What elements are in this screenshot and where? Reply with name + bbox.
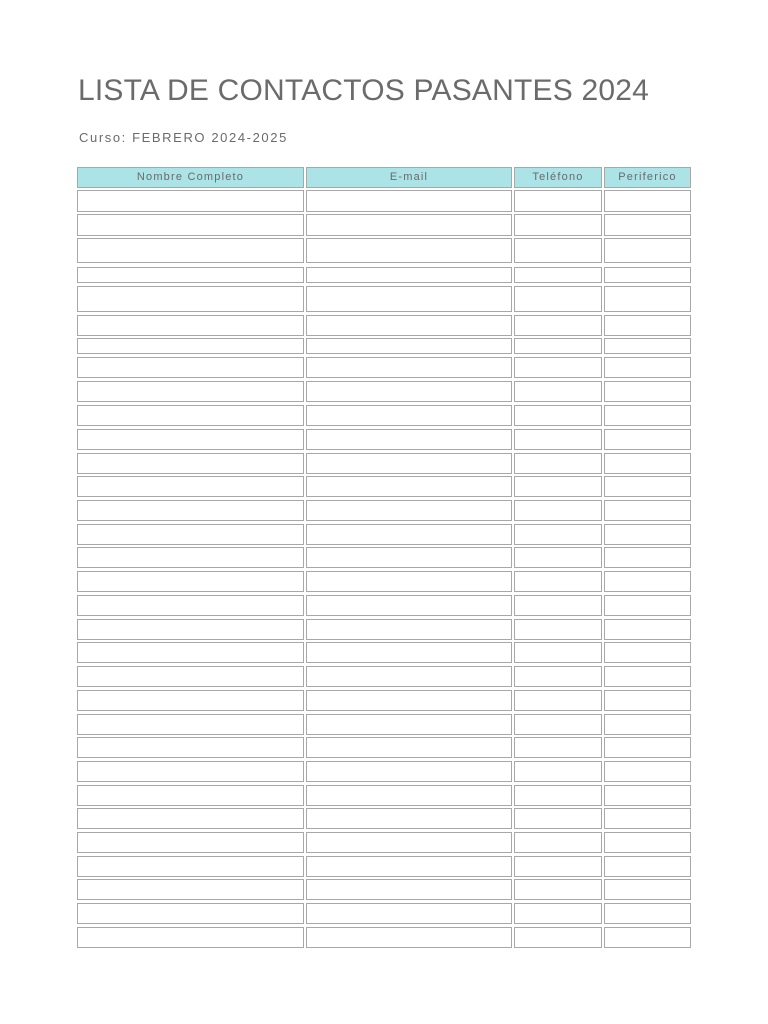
- telefono-cell[interactable]: [514, 808, 602, 829]
- nombre-completo-cell[interactable]: [77, 903, 304, 924]
- nombre-completo-cell[interactable]: [77, 832, 304, 853]
- periferico-cell[interactable]: [604, 761, 691, 782]
- email-cell[interactable]: [306, 286, 512, 312]
- nombre-completo-cell[interactable]: [77, 761, 304, 782]
- telefono-cell[interactable]: [514, 714, 602, 735]
- periferico-cell[interactable]: [604, 714, 691, 735]
- telefono-cell[interactable]: [514, 547, 602, 568]
- periferico-cell[interactable]: [604, 832, 691, 853]
- nombre-completo-cell[interactable]: [77, 856, 304, 877]
- nombre-completo-cell[interactable]: [77, 547, 304, 568]
- periferico-cell[interactable]: [604, 500, 691, 521]
- telefono-cell[interactable]: [514, 737, 602, 758]
- email-cell[interactable]: [306, 642, 512, 663]
- nombre-completo-cell[interactable]: [77, 381, 304, 402]
- telefono-cell[interactable]: [514, 785, 602, 806]
- nombre-completo-cell[interactable]: [77, 500, 304, 521]
- telefono-cell[interactable]: [514, 642, 602, 663]
- nombre-completo-cell[interactable]: [77, 879, 304, 900]
- telefono-cell[interactable]: [514, 214, 602, 236]
- nombre-completo-cell[interactable]: [77, 737, 304, 758]
- periferico-cell[interactable]: [604, 286, 691, 312]
- nombre-completo-cell[interactable]: [77, 571, 304, 592]
- nombre-completo-cell[interactable]: [77, 476, 304, 497]
- email-cell[interactable]: [306, 737, 512, 758]
- periferico-cell[interactable]: [604, 190, 691, 212]
- nombre-completo-cell[interactable]: [77, 785, 304, 806]
- nombre-completo-cell[interactable]: [77, 357, 304, 378]
- email-cell[interactable]: [306, 190, 512, 212]
- email-cell[interactable]: [306, 832, 512, 853]
- telefono-cell[interactable]: [514, 832, 602, 853]
- telefono-cell[interactable]: [514, 405, 602, 426]
- periferico-cell[interactable]: [604, 453, 691, 474]
- email-cell[interactable]: [306, 666, 512, 687]
- telefono-cell[interactable]: [514, 315, 602, 336]
- telefono-cell[interactable]: [514, 476, 602, 497]
- telefono-cell[interactable]: [514, 571, 602, 592]
- periferico-cell[interactable]: [604, 856, 691, 877]
- email-cell[interactable]: [306, 214, 512, 236]
- telefono-cell[interactable]: [514, 429, 602, 450]
- nombre-completo-cell[interactable]: [77, 595, 304, 616]
- nombre-completo-cell[interactable]: [77, 267, 304, 283]
- periferico-cell[interactable]: [604, 927, 691, 948]
- periferico-cell[interactable]: [604, 405, 691, 426]
- nombre-completo-cell[interactable]: [77, 714, 304, 735]
- email-cell[interactable]: [306, 476, 512, 497]
- periferico-cell[interactable]: [604, 524, 691, 545]
- page-title: LISTA DE CONTACTOS PASANTES 2024: [78, 74, 650, 107]
- course-label: Curso: FEBRERO 2024-2025: [79, 130, 288, 145]
- periferico-cell[interactable]: [604, 547, 691, 568]
- email-cell[interactable]: [306, 714, 512, 735]
- email-cell[interactable]: [306, 381, 512, 402]
- nombre-completo-cell[interactable]: [77, 214, 304, 236]
- nombre-completo-cell[interactable]: [77, 315, 304, 336]
- telefono-cell[interactable]: [514, 856, 602, 877]
- nombre-completo-cell[interactable]: [77, 429, 304, 450]
- periferico-cell[interactable]: [604, 903, 691, 924]
- periferico-cell[interactable]: [604, 429, 691, 450]
- email-cell[interactable]: [306, 238, 512, 263]
- email-cell[interactable]: [306, 500, 512, 521]
- telefono-cell[interactable]: [514, 761, 602, 782]
- telefono-cell[interactable]: [514, 619, 602, 640]
- periferico-cell[interactable]: [604, 690, 691, 711]
- periferico-cell[interactable]: [604, 619, 691, 640]
- telefono-cell[interactable]: [514, 267, 602, 283]
- email-cell[interactable]: [306, 405, 512, 426]
- email-cell[interactable]: [306, 927, 512, 948]
- nombre-completo-cell[interactable]: [77, 927, 304, 948]
- nombre-completo-cell[interactable]: [77, 190, 304, 212]
- periferico-cell[interactable]: [604, 642, 691, 663]
- email-cell[interactable]: [306, 761, 512, 782]
- periferico-cell[interactable]: [604, 879, 691, 900]
- periferico-cell[interactable]: [604, 808, 691, 829]
- email-cell[interactable]: [306, 429, 512, 450]
- column-header-telefono: Teléfono: [514, 167, 602, 188]
- email-cell[interactable]: [306, 879, 512, 900]
- telefono-cell[interactable]: [514, 338, 602, 354]
- nombre-completo-cell[interactable]: [77, 405, 304, 426]
- email-cell[interactable]: [306, 547, 512, 568]
- email-cell[interactable]: [306, 357, 512, 378]
- email-cell[interactable]: [306, 856, 512, 877]
- column-header-nombre-completo: Nombre Completo: [77, 167, 304, 188]
- nombre-completo-cell[interactable]: [77, 666, 304, 687]
- nombre-completo-cell[interactable]: [77, 690, 304, 711]
- column-header-periferico: Periferico: [604, 167, 691, 188]
- nombre-completo-cell[interactable]: [77, 338, 304, 354]
- email-cell[interactable]: [306, 315, 512, 336]
- email-cell[interactable]: [306, 571, 512, 592]
- periferico-cell[interactable]: [604, 595, 691, 616]
- periferico-cell[interactable]: [604, 666, 691, 687]
- telefono-cell[interactable]: [514, 190, 602, 212]
- periferico-cell[interactable]: [604, 737, 691, 758]
- periferico-cell[interactable]: [604, 571, 691, 592]
- telefono-cell[interactable]: [514, 286, 602, 312]
- periferico-cell[interactable]: [604, 476, 691, 497]
- telefono-cell[interactable]: [514, 357, 602, 378]
- telefono-cell[interactable]: [514, 927, 602, 948]
- column-header-email: E-mail: [306, 167, 512, 188]
- telefono-cell[interactable]: [514, 524, 602, 545]
- periferico-cell[interactable]: [604, 338, 691, 354]
- telefono-cell[interactable]: [514, 595, 602, 616]
- telefono-cell[interactable]: [514, 903, 602, 924]
- telefono-cell[interactable]: [514, 500, 602, 521]
- periferico-cell[interactable]: [604, 214, 691, 236]
- telefono-cell[interactable]: [514, 453, 602, 474]
- email-cell[interactable]: [306, 619, 512, 640]
- periferico-cell[interactable]: [604, 357, 691, 378]
- periferico-cell[interactable]: [604, 315, 691, 336]
- periferico-cell[interactable]: [604, 267, 691, 283]
- email-cell[interactable]: [306, 690, 512, 711]
- email-cell[interactable]: [306, 903, 512, 924]
- email-cell[interactable]: [306, 453, 512, 474]
- telefono-cell[interactable]: [514, 238, 602, 263]
- nombre-completo-cell[interactable]: [77, 238, 304, 263]
- nombre-completo-cell[interactable]: [77, 286, 304, 312]
- telefono-cell[interactable]: [514, 879, 602, 900]
- nombre-completo-cell[interactable]: [77, 619, 304, 640]
- telefono-cell[interactable]: [514, 690, 602, 711]
- periferico-cell[interactable]: [604, 238, 691, 263]
- email-cell[interactable]: [306, 338, 512, 354]
- nombre-completo-cell[interactable]: [77, 808, 304, 829]
- periferico-cell[interactable]: [604, 381, 691, 402]
- nombre-completo-cell[interactable]: [77, 642, 304, 663]
- nombre-completo-cell[interactable]: [77, 524, 304, 545]
- periferico-cell[interactable]: [604, 785, 691, 806]
- email-cell[interactable]: [306, 267, 512, 283]
- email-cell[interactable]: [306, 785, 512, 806]
- telefono-cell[interactable]: [514, 381, 602, 402]
- email-cell[interactable]: [306, 524, 512, 545]
- telefono-cell[interactable]: [514, 666, 602, 687]
- email-cell[interactable]: [306, 595, 512, 616]
- nombre-completo-cell[interactable]: [77, 453, 304, 474]
- email-cell[interactable]: [306, 808, 512, 829]
